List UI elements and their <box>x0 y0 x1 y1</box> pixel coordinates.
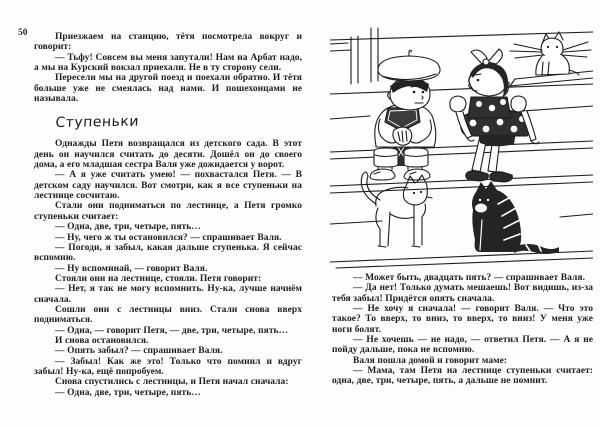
paragraph: Валя пошла домой и говорит маме: <box>353 355 508 366</box>
story-title: Ступеньки <box>55 113 140 132</box>
paragraph: — Одна, две, три, четыре, пять… <box>55 387 201 398</box>
story-illustration <box>330 24 593 269</box>
paragraph: — Одна, — говорит Петя, — две, три, четыре, пять… <box>55 325 289 336</box>
paragraph: — Забыл! Как же это! Только что помнил и вдруг забыл! Ну-ка, ещё попробуем. <box>34 356 302 377</box>
paragraph: — Ну вспоминай, — говорит Валя. <box>55 263 208 274</box>
paragraph: — Тьфу! Совсем вы меня запутали! Нам на Арбат надо, а мы на Курский вокзал приехали. Не в ту сторону сели. <box>34 52 302 74</box>
paragraph: — Да нет! Только думать мешаешь! Вот видишь, из-за тебя забыл! Придётся опять сначала. <box>332 283 593 304</box>
staircase-drawing <box>330 24 593 269</box>
cat-on-ledge <box>510 32 591 75</box>
left-column <box>34 32 302 398</box>
tabby-cat <box>472 181 559 254</box>
paragraph: — Опять забыл? — спрашивает Валя. <box>55 346 223 357</box>
paragraph: — Погоди, я забыл, какая дальше ступенька. Я сейчас вспомню. <box>34 242 302 264</box>
door-frame <box>330 28 378 84</box>
paragraph: — Одна, две, три, четыре, пять… <box>55 222 201 233</box>
paragraph: — А я уже считать умею! — похвастался Петя. — В детском саду научился. Вот смотри, как я все ступеньки на лестнице сосчитаю. <box>34 170 302 202</box>
paragraph: — Мама, там Петя на лестнице ступеньки считает: одна, две, три, четыре, пять, а дальше не помнит. <box>332 366 593 387</box>
paragraph: — Может быть, двадцать пять? — спрашивает Валя. <box>353 273 585 283</box>
paragraph: — Не хочешь — не надо, — ответил Петя. — А я не пойду дальше, пока не вспомню. <box>332 335 593 356</box>
right-column <box>332 273 593 387</box>
paragraph: — Нет, я так не могу вспомнить. Ну-ка, лучше начнём сначала. <box>34 284 302 305</box>
paragraph: Стояли они на лестнице, стояли. Петя говорит: <box>55 273 262 284</box>
paragraph: Пересели мы на другой поезд и поехали обратно. И тётя больше уже не смеялась над нами. И пошехонцами не называла. <box>34 73 302 105</box>
page-number: 50 <box>18 28 28 38</box>
paragraph: — Не хочу я сначала! — говорит Валя. — Что это такое? То вверх, то вниз, то вверх, то вниз! У меня уже ноги болят. <box>332 304 593 335</box>
paragraph: — Ну, чего ж ты остановился? — спрашивает Валя. <box>55 232 282 243</box>
girl-figure <box>450 49 539 182</box>
paragraph: Стали они подниматься по лестнице, а Петя громко ступеньки считает: <box>34 201 302 222</box>
paragraph: Однажды Петя возвращался из детского сада. В этот день он научился считать до десяти. Дошёл он до своего дома, а его младшая сестра Валя уже дожидается у ворот. <box>34 139 302 171</box>
paragraph: И снова остановился. <box>55 335 149 346</box>
paragraph: Сошли они с лестницы вниз. Стали снова вверх подниматься. <box>34 304 302 326</box>
paragraph: Снова спустились с лестницы, и Петя начал сначала: <box>55 377 289 388</box>
boy-figure <box>370 50 440 180</box>
paragraph: Приезжаем на станцию, тётя посмотрела вокруг и говорит: <box>34 32 302 53</box>
